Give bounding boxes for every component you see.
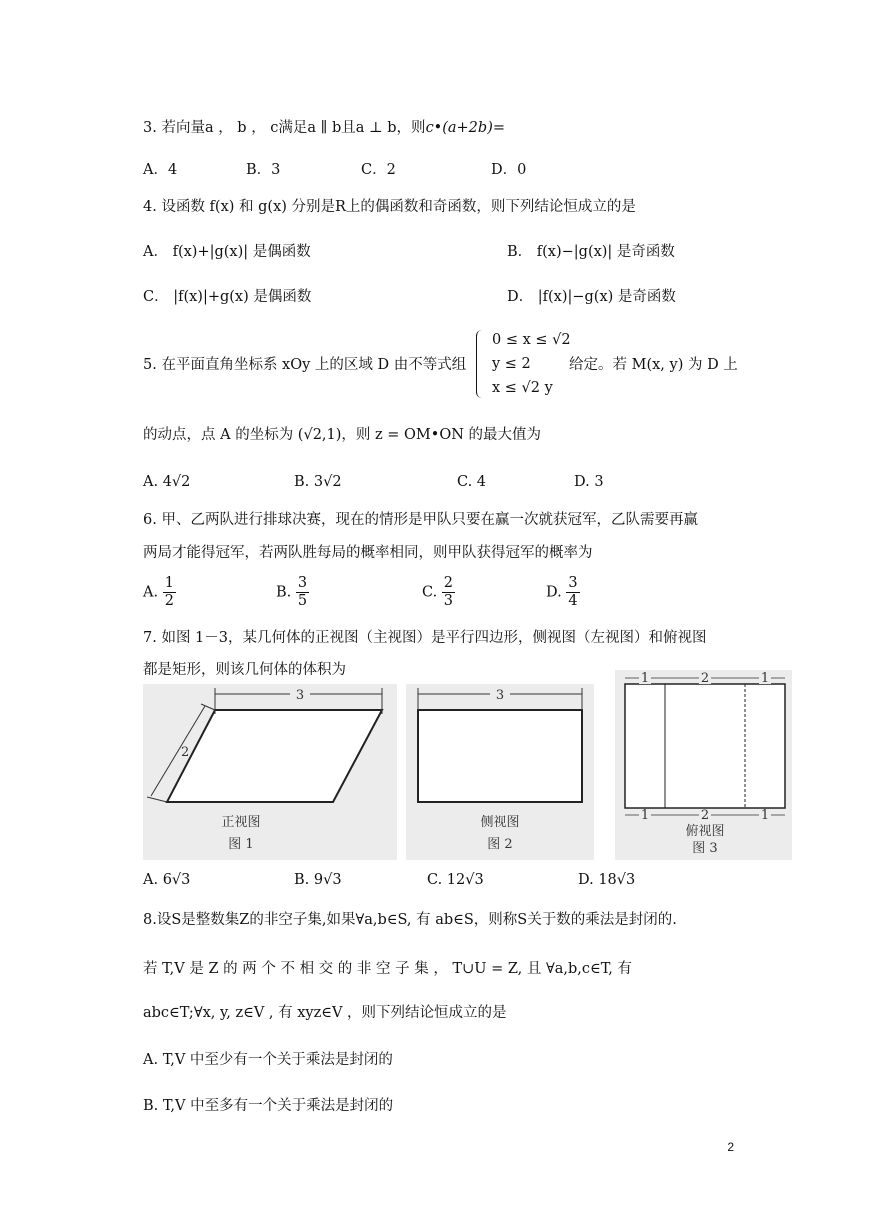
q3-option-d: D．0 — [491, 162, 527, 178]
q5-option-c: C. 4 — [457, 474, 487, 490]
q6-option-c-label: C. — [422, 584, 438, 601]
figure-2-caption: 侧视图 — [480, 815, 520, 830]
q5-brace — [476, 330, 483, 398]
q6-option-c-num: 2 — [443, 575, 454, 591]
q5-system-line-3: x ≤ √2 y — [492, 380, 553, 396]
q8-line1: 8.设S是整数集Z的非空子集,如果∀a,b∈S, 有 ab∈S，则称S关于数的乘法是封闭的. — [143, 912, 677, 928]
q5-system-line-1: 0 ≤ x ≤ √2 — [492, 332, 571, 348]
q6-option-a-fraction — [163, 575, 176, 610]
figure-3-top-dim-3: 1 — [760, 671, 770, 686]
q3-option-c: C．2 — [361, 162, 396, 178]
figure-2-top-dim-label: 3 — [495, 688, 505, 703]
q7-line1: 7. 如图 1－3，某几何体的正视图（主视图）是平行四边形，侧视图（左视图）和俯视图 — [143, 630, 707, 646]
figure-3-number: 图 3 — [692, 841, 718, 856]
q6-option-b-label: B. — [276, 584, 292, 601]
figure-1-front-view — [143, 684, 397, 860]
q6-option-b — [276, 575, 309, 610]
q6-option-a-num: 1 — [164, 575, 174, 591]
q6-option-b-num: 3 — [297, 575, 308, 591]
q3-option-b: B．3 — [246, 162, 281, 178]
q4-option-d: D． |f(x)|−g(x) 是奇函数 — [507, 289, 676, 305]
q6-option-b-den: 5 — [297, 593, 308, 609]
q8-line2: 若 T,V 是 Z 的 两 个 不 相 交 的 非 空 子 集 ， T∪U = Z, 且 ∀a,b,c∈T, 有 — [143, 961, 633, 977]
figure-3-bottom-dim-1: 1 — [640, 808, 650, 823]
q6-line2: 两局才能得冠军，若两队胜每局的概率相同，则甲队获得冠军的概率为 — [143, 545, 593, 561]
q5-option-d: D. 3 — [574, 474, 604, 490]
figure-1-caption: 正视图 — [221, 815, 261, 830]
figure-3-top-dim-1: 1 — [640, 671, 650, 686]
q6-option-b-fraction — [296, 575, 309, 610]
q5-line2: 的动点，点 A 的坐标为 (√2,1)，则 z = OM•ON 的最大值为 — [143, 427, 541, 443]
q7-option-c: C. 12√3 — [427, 872, 484, 888]
q3-stem — [143, 118, 505, 138]
q6-option-d-den: 4 — [568, 593, 578, 609]
q6-option-d-fraction — [566, 575, 579, 610]
q4-stem: 4. 设函数 f(x) 和 g(x) 分别是R上的偶函数和奇函数，则下列结论恒成立的是 — [143, 199, 636, 215]
figure-1-number: 图 1 — [228, 837, 254, 852]
q6-option-c — [422, 575, 455, 610]
q7-line2: 都是矩形，则该几何体的体积为 — [143, 662, 346, 678]
q7-option-d: D. 18√3 — [578, 872, 636, 888]
q3-option-a: A．4 — [143, 162, 178, 178]
q6-option-a — [143, 575, 176, 610]
figure-3-rectangle — [625, 684, 785, 808]
figure-1-top-dim-label: 3 — [295, 688, 305, 703]
q8-line3: abc∈T;∀x, y, z∈V , 有 xyz∈V ，则下列结论恒成立的是 — [143, 1005, 507, 1021]
figure-1-side-dim-label: 2 — [181, 745, 190, 760]
q6-option-d-label: D. — [546, 584, 562, 601]
q5-option-a: A. 4√2 — [143, 474, 191, 490]
figure-3-caption: 俯视图 — [685, 824, 725, 839]
q8-option-a: A. T,V 中至少有一个关于乘法是封闭的 — [143, 1052, 393, 1068]
figure-2-side-view — [406, 684, 594, 860]
q6-option-d-num: 3 — [568, 575, 578, 591]
q6-line1: 6. 甲、乙两队进行排球决赛，现在的情形是甲队只要在赢一次就获冠军，乙队需要再赢 — [143, 512, 698, 528]
q5-system-line-2: y ≤ 2 — [492, 356, 531, 372]
q6-option-a-label: A. — [143, 584, 159, 601]
q6-option-c-fraction — [442, 575, 455, 610]
q7-option-a: A. 6√3 — [143, 872, 191, 888]
q5-stem-pre: 5. 在平面直角坐标系 xOy 上的区域 D 由不等式组 — [143, 357, 467, 373]
q8-option-b: B. T,V 中至多有一个关于乘法是封闭的 — [143, 1098, 394, 1114]
page-number: 2 — [727, 1140, 734, 1154]
q6-option-d — [546, 575, 580, 610]
q7-option-b: B. 9√3 — [294, 872, 342, 888]
figure-3-bottom-dim-3: 1 — [760, 808, 770, 823]
figure-3-top-dim-2: 2 — [700, 671, 710, 686]
q3-expr: c•(a+2b)= — [425, 120, 506, 136]
q4-option-c: C． |f(x)|+g(x) 是偶函数 — [143, 289, 312, 305]
q6-option-a-den: 2 — [164, 593, 174, 609]
q6-option-c-den: 3 — [443, 593, 454, 609]
q4-option-a: A． f(x)+|g(x)| 是偶函数 — [143, 244, 311, 260]
q5-option-b: B. 3√2 — [294, 474, 342, 490]
figure-3-top-view — [615, 670, 792, 860]
figure-3-bottom-dim-2: 2 — [700, 808, 710, 823]
figure-2-number: 图 2 — [487, 837, 513, 852]
q3-prefix: 3. 若向量a ， b ， c满足a ∥ b且a ⊥ b，则 — [143, 120, 426, 136]
figure-2-rectangle — [418, 710, 582, 802]
q5-stem-post: 给定。若 M(x, y) 为 D 上 — [569, 357, 738, 373]
q5-system — [486, 328, 571, 400]
q4-option-b: B． f(x)−|g(x)| 是奇函数 — [507, 244, 675, 260]
